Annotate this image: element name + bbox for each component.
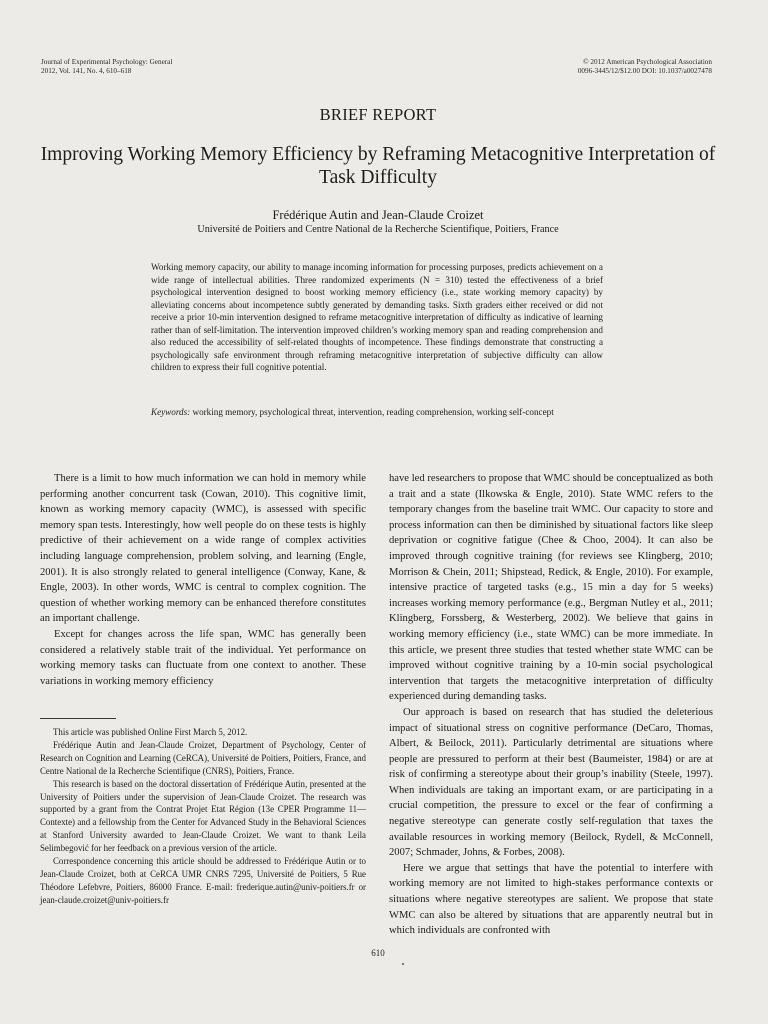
copyright-header (412, 58, 712, 76)
paragraph: There is a limit to how much information we can hold in memory while performing another concurrent task (Cowan, 2010). This cognitive limit, known as working memory capacity (WMC), is assessed with specific memory span tests. Interestingly, how well people do on these tests is highly predictive of their achievement on a wide range of complex activities including language comprehension, problem solving, and learning (Engle, 2001). It is also strongly related to general intelligence (Conway, Kane, & Engle, 2003). In other words, WMC is central to complex cognition. The question of whether working memory can be enhanced therefore constitutes an important challenge. (40, 473, 366, 625)
footnote: This article was published Online First March 5, 2012. (53, 727, 248, 737)
article-title: Improving Working Memory Efficiency by Reframing Metacognitive Interpretation of Task Difficulty (40, 144, 716, 188)
footnote: This research is based on the doctoral dissertation of Frédérique Autin, presented at the University of Poitiers under the supervision of Jean-Claude Croizet. The research was supported by a grant from the Contrat Projet Etat Région (13e CPER Programme 11—Contexte) and a fellowship from the Center for Advanced Study in the Behavioral Sciences at Stanford University awarded to Jean-Claude Croizet. We want to thank Leila Selimbegović for her feedback on a previous version of the article. (40, 778, 366, 854)
paragraph: Our approach is based on research that has studied the deleterious impact of situational stress on cognitive performance (DeCaro, Thomas, Albert, & Beilock, 2011). Particularly detrimental are situations where people are pressured to perform at their best (Baumeister, 1984) or are at risk of confirming a stereotype about their group’s inability (Steele, 1997). When individuals are taking an important exam, or are participating in a crucial competition, the pressure to excel or the fear of confirming a negative stereotype can generate costly self-regulation that taxes the available resources in working memory (Beilock, Rydell, & McConnell, 2007; Schmader, Johns, & Forbes, 2008). (389, 706, 713, 859)
paragraph: Here we argue that settings that have the potential to interfere with working memory are not limited to high-stakes performance contexts or situations where negative stereotypes are salient. We propose that state WMC can also be altered by situations that are apparently neutral but in which individuals are confronted with (389, 862, 713, 937)
page-number: 610 (371, 948, 385, 958)
body-column-right (389, 471, 713, 939)
author-names: Frédérique Autin and Jean-Claude Croizet (272, 208, 484, 222)
abstract: Working memory capacity, our ability to manage incoming information for processing purposes, predicts achievement on a wide range of intellectual abilities. Three randomized experiments (N = 310) tested the effectiveness of a brief psychological intervention designed to boost working memory efficiency (i.e., state working memory capacity) by alleviating concerns about incompetence subtly generated by demanding tasks. Sixth graders either received or did not receive a prior 10-min intervention designed to reframe metacognitive interpretation of difficulty as indicative of learning rather than of self-limitation. The intervention improved children’s working memory span and reading comprehension and also reduced the accessibility of self-related thoughts of incompetence. These findings demonstrate that constructing a psychologically safe environment through reframing metacognitive interpretation of subjective difficulty can allow children to express their full cognitive potential. (151, 262, 603, 373)
keywords-text: working memory, psychological threat, intervention, reading comprehension, working self-concept (192, 407, 554, 417)
keywords-label: Keywords: (151, 407, 191, 417)
footnotes (40, 726, 366, 907)
footnote: Frédérique Autin and Jean-Claude Croizet, Department of Psychology, Center of Research on Cognition and Learning (CeRCA), Université de Poitiers, Poitiers, France, and Centre National de la Recherche Scientifique (CNRS), Poitiers, France. (40, 739, 366, 776)
footnote-divider (40, 718, 116, 719)
footnote: Correspondence concerning this article should be addressed to Frédérique Autin or to Jean-Claude Croizet, both at CeRCA UMR CNRS 7295, Université de Poitiers, 5 Rue Théodore Lefebvre, Poitiers, 86000 France. E-mail: frederique.autin@univ-poitiers.fr or jean-claude.croizet@univ-poitiers.fr (40, 856, 366, 905)
body-column-left (40, 471, 366, 689)
copyright-line: © 2012 American Psychological Association (583, 58, 712, 66)
section-label: BRIEF REPORT (319, 105, 437, 124)
journal-header (41, 58, 301, 76)
paragraph: Except for changes across the life span, WMC has generally been considered a relatively stable trait of the individual. Yet performance on working memory tasks can fluctuate from one context to another. These variations in working memory efficiency (40, 628, 366, 687)
journal-volume: 2012, Vol. 141, No. 4, 610–618 (41, 67, 132, 75)
author-affiliation: Université de Poitiers and Centre National de la Recherche Scientifique, Poitiers, France (197, 224, 559, 235)
journal-name: Journal of Experimental Psychology: General (41, 58, 173, 66)
scan-speck (402, 963, 404, 965)
doi-line: 0096-3445/12/$12.00 DOI: 10.1037/a0027478 (577, 67, 712, 75)
paragraph: have led researchers to propose that WMC should be conceptualized as both a trait and a state (Ilkowska & Engle, 2010). State WMC refers to the temporary changes from the baseline trait WMC. Our capacity to store and process information can then be diminished by situational factors like sleep deprivation or cognitive fatigue (Chee & Choo, 2004). It can also be improved through cognitive training (for reviews see Klingberg, 2010; Morrison & Chein, 2011; Shipstead, Redick, & Engle, 2010). For example, intensive practice of targeted tasks (e.g., 15 min a day for 5 weeks) increases working memory performance (e.g., Bergman Nutley et al., 2011; Klingberg, Forssberg, & Westerberg, 2002). We believe that gains in working memory efficiency (i.e., state WMC) can be more immediate. In this article, we present three studies that tested whether state WMC can be improved without cognitive training by a 10-min social psychological intervention that targets the metacognitive interpretation of difficulty experienced during demanding tasks. (389, 473, 713, 703)
keywords (151, 406, 603, 419)
